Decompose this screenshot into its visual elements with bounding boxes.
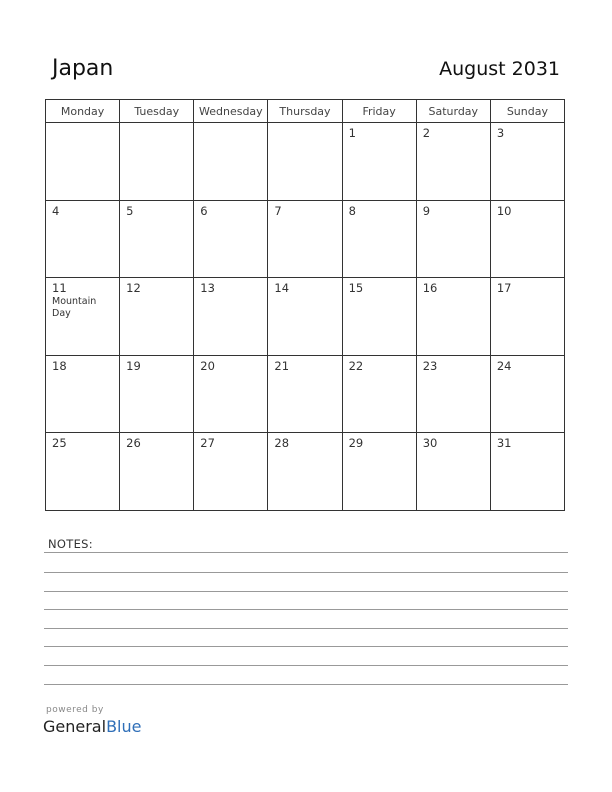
empty-day-cell <box>46 123 120 201</box>
day-cell[interactable] <box>120 433 194 511</box>
day-cell[interactable] <box>342 433 416 511</box>
week-row <box>46 200 565 278</box>
day-number: 28 <box>274 436 290 451</box>
weekday-header-wednesday: Wednesday <box>194 100 268 123</box>
day-number: 19 <box>126 358 141 373</box>
day-number: 10 <box>496 203 512 218</box>
note-line <box>44 684 568 685</box>
day-cell[interactable] <box>416 200 490 278</box>
note-line <box>44 552 568 553</box>
day-number: 20 <box>200 358 215 373</box>
day-number: 30 <box>422 436 438 451</box>
note-line <box>44 646 568 647</box>
day-cell[interactable] <box>268 433 342 511</box>
week-row <box>46 433 565 511</box>
day-cell[interactable] <box>490 278 564 356</box>
day-number: 25 <box>52 436 67 451</box>
day-number: 5 <box>126 203 134 218</box>
weekday-header-friday: Friday <box>342 100 416 123</box>
day-cell[interactable] <box>416 355 490 433</box>
empty-day-cell <box>120 123 194 201</box>
day-cell[interactable] <box>46 433 120 511</box>
day-number: 17 <box>496 281 512 296</box>
brand-general-text: General <box>43 717 107 736</box>
day-number: 3 <box>496 126 505 140</box>
weekday-header-monday: Monday <box>46 100 120 123</box>
day-number: 16 <box>422 281 438 296</box>
day-number: 29 <box>348 436 364 451</box>
day-cell[interactable] <box>268 278 342 356</box>
day-cell[interactable] <box>268 200 342 278</box>
month-year-title: August 2031 <box>439 58 560 80</box>
brand-logo[interactable] <box>43 717 141 737</box>
day-number: 2 <box>422 126 431 140</box>
note-line <box>44 665 568 666</box>
calendar-body <box>46 123 565 511</box>
day-cell[interactable] <box>342 123 416 201</box>
day-cell[interactable] <box>416 123 490 201</box>
week-row <box>46 123 565 201</box>
weekday-header-row <box>46 100 565 123</box>
day-cell[interactable] <box>342 200 416 278</box>
empty-day-cell <box>268 123 342 201</box>
brand-blue-text: Blue <box>106 717 142 736</box>
day-number: 1 <box>348 126 356 140</box>
day-number: 6 <box>200 203 208 218</box>
day-cell[interactable] <box>342 278 416 356</box>
note-line <box>44 591 568 592</box>
day-cell[interactable] <box>490 433 564 511</box>
day-number: 27 <box>200 436 215 451</box>
day-cell[interactable] <box>490 355 564 433</box>
day-number: 18 <box>52 358 67 373</box>
day-cell[interactable] <box>194 433 268 511</box>
day-cell[interactable] <box>46 278 120 356</box>
day-number: 12 <box>126 281 141 296</box>
day-number: 9 <box>422 203 431 218</box>
notes-label: NOTES: <box>48 537 93 551</box>
powered-by-text: powered by <box>46 705 104 715</box>
note-line <box>44 609 568 610</box>
day-number: 4 <box>52 203 60 218</box>
day-number: 21 <box>274 358 290 373</box>
day-cell[interactable] <box>120 355 194 433</box>
day-cell[interactable] <box>416 278 490 356</box>
country-title: Japan <box>52 56 114 81</box>
day-cell[interactable] <box>46 200 120 278</box>
note-line <box>44 572 568 573</box>
day-number: 8 <box>348 203 356 218</box>
calendar-grid <box>45 99 565 511</box>
day-cell[interactable] <box>194 355 268 433</box>
day-cell[interactable] <box>120 200 194 278</box>
day-number: 22 <box>348 358 364 373</box>
day-cell[interactable] <box>120 278 194 356</box>
weekday-header-tuesday: Tuesday <box>120 100 194 123</box>
week-row <box>46 355 565 433</box>
day-cell[interactable] <box>416 433 490 511</box>
day-cell[interactable] <box>268 355 342 433</box>
day-number: 31 <box>496 436 512 451</box>
day-cell[interactable] <box>490 123 564 201</box>
day-number: 24 <box>496 358 512 373</box>
empty-day-cell <box>194 123 268 201</box>
day-number: 11 <box>52 281 67 296</box>
day-cell[interactable] <box>342 355 416 433</box>
day-number: 14 <box>274 281 290 296</box>
day-cell[interactable] <box>46 355 120 433</box>
week-row <box>46 278 565 356</box>
note-line <box>44 628 568 629</box>
day-cell[interactable] <box>194 278 268 356</box>
day-number: 23 <box>422 358 438 373</box>
day-number: 13 <box>200 281 215 296</box>
weekday-header-thursday: Thursday <box>268 100 342 123</box>
holiday-label: Mountain Day <box>52 296 97 320</box>
day-cell[interactable] <box>194 200 268 278</box>
day-number: 7 <box>274 203 282 218</box>
day-cell[interactable] <box>490 200 564 278</box>
day-number: 26 <box>126 436 141 451</box>
weekday-header-sunday: Sunday <box>490 100 564 123</box>
day-number: 15 <box>348 281 364 296</box>
weekday-header-saturday: Saturday <box>416 100 490 123</box>
